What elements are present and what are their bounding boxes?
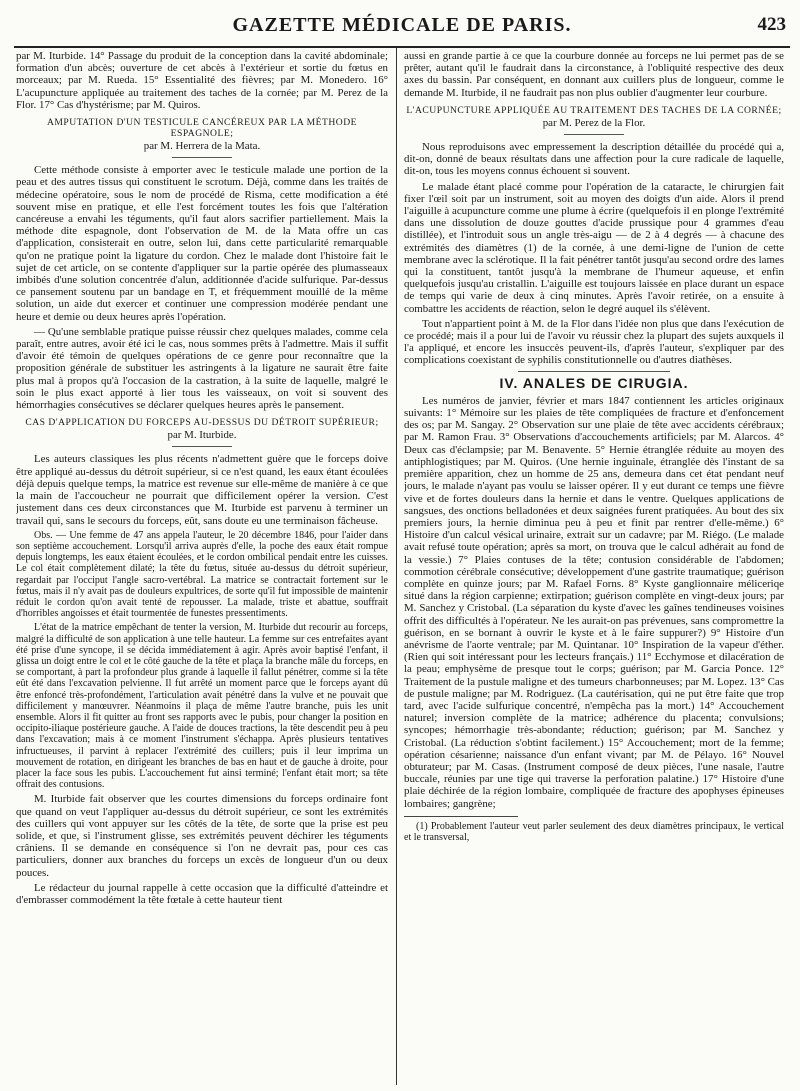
column-divider: [396, 48, 397, 1085]
page-number: 423: [757, 14, 786, 35]
observation-paragraph: Obs. — Une femme de 47 ans appela l'auteur, le 20 décembre 1846, pour l'aider dans son septième accouchement. Lorsqu'il arriva auprès d'elle, la poche des eaux était rompue depuis longtemps, les eaux étaient écoulées, et le cordon ombilical pendait entre les cuisses. Le col était complètement dilaté; la tête du fœtus, située au-dessus du détroit supérieur, regardait par l'occiput l'angle sacro-vertébral. La matrice se contractait fortement sur le fœtus, mais il n'y avait pas de douleurs expultrices, de sorte qu'il fut impossible de maintenir réduit le cordon qu'on avait tenté de repousser. La malade, triste et abattue, souffrait d'horribles angoisses et était tourmentée de funestes pressentiments.: [16, 529, 388, 620]
article-heading-acupuncture: L'ACUPUNCTURE APPLIQUÉE AU TRAITEMENT DES TACHES DE LA CORNÉE;: [406, 104, 782, 116]
paragraph: Tout n'appartient point à M. de la Flor dans l'idée non plus que dans l'exécution de ce procédé; mais il a pour lui de l'avoir vu réussir chez la plupart des sujets auxquels il l'a appliqué, et encore les insuccès peuvent-ils, d'après l'auteur, s'expliquer par des complications coexistant de syphilis constitutionnelle ou d'autres diathèses.: [404, 317, 784, 367]
paragraph: — Qu'une semblable pratique puisse réussir chez quelques malades, comme cela paraît, entre autres, avoir été ici le cas, nous sommes prêts à l'admettre. Mais il suffit d'avoir été témoin de quelques opérations de ce genre pour reconnaître que la proposition générale de substituer les astringents à la ligature ne saurait être faite plus mal à propos qu'à l'occasion de la castration, à la suite de laquelle, malgré le soin le plus exact apporté à lier tous les vaisseaux, on voit si souvent des hémorrhagies consécutives se déclarer quelques heures après le pansement.: [16, 325, 388, 412]
observation-paragraph: L'état de la matrice empêchant de tenter la version, M. Iturbide dut recourir au forceps, malgré la difficulté de son application à une telle hauteur. La femme sur ces entrefaites ayant été prise d'une syncope, il se décida immédiatement à agir. Après avoir baptisé l'enfant, il glissa un doigt entre le col et le côté gauche de la tête et plaça la branche mâle du forceps, en se comportant, à part la profondeur plus grande à laquelle il fallut pénétrer, comme si la tête eût été dans l'excavation pelvienne. Il fut arrêté un moment parce que le forceps ayant dû être enfoncé très-profondément, l'articulation avait pénétré dans la vulve et ne pouvait que difficilement y manœuvrer. Néanmoins il plaça de même l'autre branche, puis les unit ensemble. Alors il fit quitter au front ses rapports avec le pubis, pour changer la position en occipito-iliaque postérieure gauche. A l'aide de douces tractions, la tête descendit peu à peu dans l'excavation; mais à ce moment l'instrument s'échappa. Après plusieurs tentatives infructueuses, il parvint à replacer l'extrémité des cuillers; puis il leur imprima un mouvement de rotation, en dirigeant les branches de bas en haut et de gauche à droite, pour placer la face sous les pubis. L'accouchement fut ainsi terminé; l'enfant était mort; sa tête offrait des contusions.: [16, 622, 388, 791]
article-author-forceps: par M. Iturbide.: [167, 429, 237, 442]
article-heading-amputation: AMPUTATION D'UN TESTICULE CANCÉREUX PAR LA MÉTHODE ESPAGNOLE;: [46, 117, 358, 140]
paragraph: Les auteurs classiques les plus récents n'admettent guère que le forceps doive être appliqué au-dessus du détroit supérieur, si ce n'est quand, les eaux étant écoulées déjà depuis quelque temps, la matrice est revenue sur elle-même de manière à ce que la main de l'accoucheur ne pourrait que difficilement opérer la version. C'est justement dans ces deux circonstances que M. Iturbide est parvenu à terminer un travail qui, sans le secours du forceps, eût, sans doute eu une terminaison fâcheuse.: [16, 453, 388, 527]
footnote: (1) Probablement l'auteur veut parler seulement des deux diamètres principaux, le vertical et le transversal,: [404, 820, 784, 844]
paragraph: Cette méthode consiste à emporter avec le testicule malade une portion de la peau et des autres tissus qui constituent le scrotum. Déjà, comme dans les traités de médecine opératoire, sous le nom de procédé de Risma, cette modification a été souvent mise en pratique, et elle l'est forcément toutes les fois que l'altération cancéreuse a envahi les téguments, qu'il faut alors sacrifier partiellement. Mais la méthode dite espagnole, dont l'observation de M. de la Mata offre un cas d'application, consisterait en outre, selon lui, dans cette particularité remarquable qu'on ne pratique point la ligature du cordon. Chez le malade dont l'histoire fait le sujet de cet article, on se contente d'appliquer sur la partie opérée des plumasseaux imbibés d'une solution concentrée d'alun, additionnée d'acide sulfurique. Par-dessus ce pansement soutenu par un bandage en T, et fréquemment mouillé de la même solution, un aide dut exercer et continuer une compression modérée pendant une heure et demie ou deux heures après l'opération.: [16, 164, 388, 323]
section-rule: [564, 134, 625, 135]
footnote-rule: [404, 816, 518, 817]
header-rule: [14, 46, 790, 48]
section-heading-anales: IV. ANALES DE CIRUGIA.: [499, 374, 689, 391]
paragraph: M. Iturbide fait observer que les courtes dimensions du forceps ordinaire font que quand on veut l'appliquer au-dessus du détroit supérieur, ce sont les extrémités des cuillers qui vont appuyer sur les côtés de la tête, de sorte que la prise est peu solide, et que, si l'instrument glisse, ses extrémités peuvent déchirer les téguments crâniens. Il se demande en conséquence si l'on ne devrait pas, pour ces cas particuliers, donner aux branches du forceps un excès de longueur d'un ou deux pouces.: [16, 793, 388, 879]
paragraph: Le malade étant placé comme pour l'opération de la cataracte, le chirurgien fait fixer l'œil soit par un instrument, soit au moyen des doigts d'un aide. Alors il prend l'aiguille à acupuncture comme une plume à écrire (quelquefois il en plonge l'extrémité dans une dissolution de douze gouttes d'acide prussique pour 4 grammes d'eau distillée), et l'introduit sous un angle très-aigu — de 2 à 4 degrés — à chacune des extrémités des diamètres (1) de la cornée, à une demi-ligne de l'union de cette membrane avec la sclérotique. Il la fait pénétrer tantôt jusqu'au second ordre des lames qui la constituent, tantôt jusqu'à la membrane de l'humeur aqueuse, et enfin quelquefois jusqu'au cristallin. L'aiguille est toujours laissée en place durant un espace de temps qui varie de deux à cinq minutes. Après l'avoir retirée, on a ensuite à combattre les accidents de réaction, selon le degré auquel ils s'élèvent.: [404, 180, 784, 315]
article-heading-forceps: CAS D'APPLICATION DU FORCEPS AU-DESSUS DU DÉTROIT SUPÉRIEUR;: [25, 417, 379, 429]
page-header: [14, 6, 790, 42]
paragraph: Les numéros de janvier, février et mars 1847 contiennent les articles originaux suivants: 1° Mémoire sur les plaies de tête compliquées de fracture et d'enfoncement des os; par M. Sangay. 2° Observation sur une plaie de tête avec accidents cérébraux; par M. Ramon Frau. 3° Observations d'accouchements artificiels; par M. Alarcos. 4° Deux cas d'éclampsie; par M. Benavente. 5° Hernie étranglée réduite au moyen des antiphlogistiques; par M. Quiros. (Une hernie inguinale, étranglée dès l'instant de sa première apparition, chez un homme de 25 ans, demeura dans cet état pendant neuf jours, le malade n'ayant pas voulu se laisser opérer. Il y eut durant ce temps une fièvre vive et de fortes douleurs dans la hernie et dans le ventre. Quelques applications de sangsues, des onctions belladonées et deux saignées furent pratiquées. Au bout des six premiers jours, la hernie diminua peu à peu et finit par rentrer d'elle-même.) 6° Histoire d'un calcul vésical urinaire, extrait sur un cadavre; par M. Riégo. (Le malade avait refusé toute opération; après sa mort, on trouva que le calcul adhérait au fond de la vessie.) 7° Plaies contuses de la tête; contusion considérable de l'abdomen; commotion cérébrale consécutive; développement d'une gastrite traumatique; guérison complète en quinze jours; par M. Rafael Forns. 8° Kyste ganglionnaire méliceriqe situé dans la région carpienne; extirpation; guérison complète en vingt-deux jours; par M. Sanchez y Cristobal. (La séparation du kyste d'avec les gaînes tendineuses voisines offrit des difficultés à l'opérateur. Ne les aurait-on pas prévenues, sans compromettre la guérison, en se bornant à ouvrir le kyste et à le faire suppurer?) 9° Histoire d'un anévrisme de l'aorte ventrale; par M. Quintanar. 10° Inspiration de la vapeur d'éther. (Rien qui soit intéressant pour les lecteurs français.) 11° Ecchymose et dilacération de la peau; emphysème de presque tout le corps; guérison; par M. Garcia Ponce. 12° Traitement de la pustule maligne et des tumeurs charbonneuses; par M. Lopez. 13° Cas de pustule maligne; par M. Rodriguez. (La cautérisation, qui ne put être faite que trop tard, avec l'acide sulfurique concentré, n'empêcha pas la mort.) 14° Accouchement naturel; inversion complète de la matrice; adhérence du placenta; convulsions; syncopes; hémorrhagie très-abondante; réduction; guérison; par M. Sanchez y Cristobal. (La réduction s'obtint facilement.) 15° Accouchement; mort de la femme; opération césarienne; naissance d'un enfant vivant; par M. de Pélayo. 16° Nouvel obturateur; par M. Casas. (Instrument composé de deux pièces, l'une nasale, l'autre buccale, réunies par une tige qui traverse la perforation palatine.) 17° Histoire d'une plaie déchirée de la région lombaire, compliquée de fracture des apophyses épineuses lombaires; gangrène;: [404, 394, 784, 810]
paragraph-continuation: aussi en grande partie à ce que la courbure donnée au forceps ne lui permet pas de se prêter, autant qu'il le faudrait dans la circonstance, à l'obliquité respective des deux axes du bassin. Par conséquent, en donnant aux cuillers plus de longueur, comme le demande M. Iturbide, il ne faudrait pas non plus oublier d'augmenter leur courbure.: [404, 50, 784, 99]
intro-continuation: par M. Iturbide. 14° Passage du produit de la conception dans la cavité abdominale; formation d'un abcès; ouverture de cet abcès à l'extérieur et sortie du fœtus en morceaux; par M. Rueda. 15° Essentialité des fièvres; par M. Monedero. 16° L'acupuncture appliquée au traitement des taches de la cornée; par M. Perez de la Flor. 17° Cas d'hystérisme; par M. Quiros.: [16, 50, 388, 111]
article-author-amputation: par M. Herrera de la Mata.: [143, 140, 261, 153]
section-rule: [518, 371, 670, 372]
paragraph: Nous reproduisons avec empressement la description détaillée du procédé qui a, dit-on, donné de beaux résultats dans une affection pour la cure radicale de laquelle, dit-on, tous les moyens connus échouent si souvent.: [404, 141, 784, 178]
running-head: GAZETTE MÉDICALE DE PARIS.: [232, 14, 572, 36]
article-author-acupuncture: par M. Perez de la Flor.: [542, 116, 646, 129]
paragraph: Le rédacteur du journal rappelle à cette occasion que la difficulté d'atteindre et d'embrasser commodément la tête fœtale à cette hauteur tient: [16, 881, 388, 906]
left-column: [16, 50, 388, 1085]
section-rule: [172, 446, 232, 447]
section-rule: [172, 157, 232, 158]
right-column: [404, 50, 784, 1085]
